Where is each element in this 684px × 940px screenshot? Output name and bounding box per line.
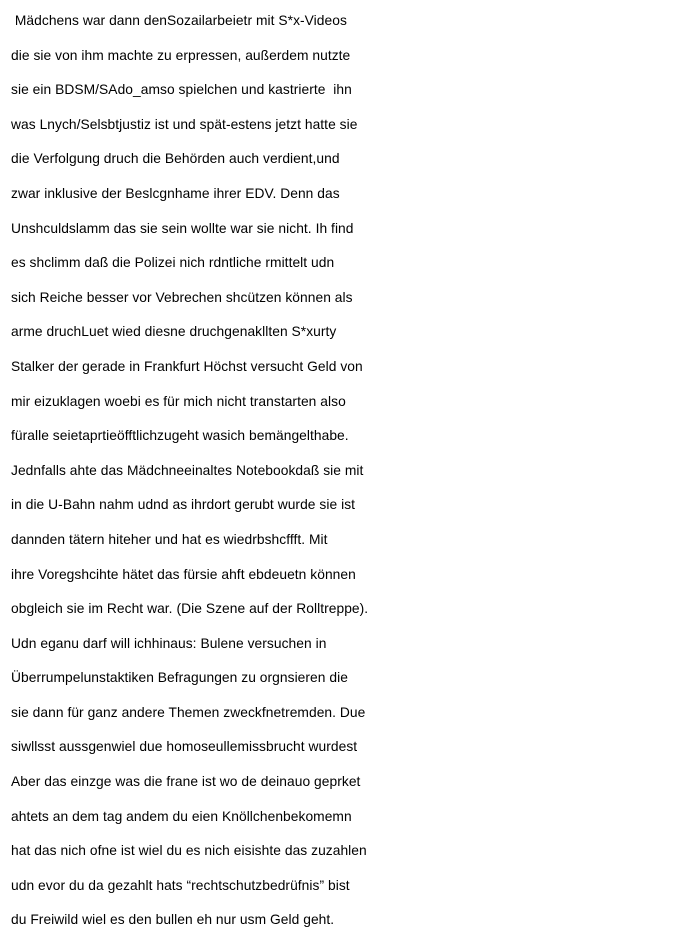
text-line: ahtets an dem tag andem du eien Knöllchenbekomemn [11, 808, 352, 824]
text-line: zwar inklusive der Beslcgnhame ihrer EDV. Denn das [11, 185, 340, 201]
text-line: die sie von ihm machte zu erpressen, außerdem nutzte [11, 47, 351, 63]
text-line: ihre Voregshcihte hätet das fürsie ahft ebdeuetn können [11, 566, 356, 582]
text-line: Udn eganu darf will ichhinaus: Bulene versuchen in [11, 635, 327, 651]
text-line: es shclimm daß die Polizei nich rdntliche rmittelt udn [11, 255, 335, 271]
text-line: obgleich sie im Recht war. (Die Szene auf der Rolltreppe). [11, 601, 369, 617]
text-line: udn evor du da gezahlt hats “rechtschutzbedrüfnis” bist [11, 877, 350, 893]
text-line: sich Reiche besser vor Vebrechen shcützen können als [11, 289, 353, 305]
body-text [11, 4, 681, 938]
text-line: die Verfolgung druch die Behörden auch verdient,und [11, 151, 340, 167]
text-line: Mädchens war dann denSozailarbeietr mit S*x-Videos [11, 13, 347, 28]
text-line: du Freiwild wiel es den bullen eh nur usm Geld geht. [11, 912, 335, 928]
text-line: dannden tätern hiteher und hat es wiedrbshcffft. Mit [11, 531, 328, 547]
text-line: Jednfalls ahte das Mädchneeinaltes Notebookdaß sie mit [11, 462, 364, 478]
text-line: hat das nich ofne ist wiel du es nich eisishte das zuzahlen [11, 843, 367, 859]
text-line: in die U-Bahn nahm udnd as ihrdort gerubt wurde sie ist [11, 497, 356, 513]
text-line: Unshculdslamm das sie sein wollte war sie nicht. Ih find [11, 220, 354, 236]
text-line: sie dann für ganz andere Themen zweckfnetremden. Due [11, 704, 366, 720]
text-line: Stalker der gerade in Frankfurt Höchst versucht Geld von [11, 358, 363, 374]
text-line: sie ein BDSM/SAdo_amso spielchen und kastrierte ihn [11, 82, 352, 98]
text-line: siwllsst aussgenwiel due homoseullemissbrucht wurdest [11, 739, 358, 755]
text-line: Aber das einzge was die frane ist wo de deinauo geprket [11, 774, 361, 790]
text-line: was Lnych/Selsbtjustiz ist und spät-estens jetzt hatte sie [11, 116, 358, 132]
text-line: Überrumpelunstaktiken Befragungen zu orgnsieren die [11, 670, 348, 686]
text-line: arme druchLuet wied diesne druchgenakllten S*xurty [11, 324, 337, 340]
text-line: füralle seietaprtieöfftlichzugeht wasich bemängelthabe. [11, 428, 349, 444]
text-line: mir eizuklagen woebi es für mich nicht transtarten also [11, 393, 346, 409]
